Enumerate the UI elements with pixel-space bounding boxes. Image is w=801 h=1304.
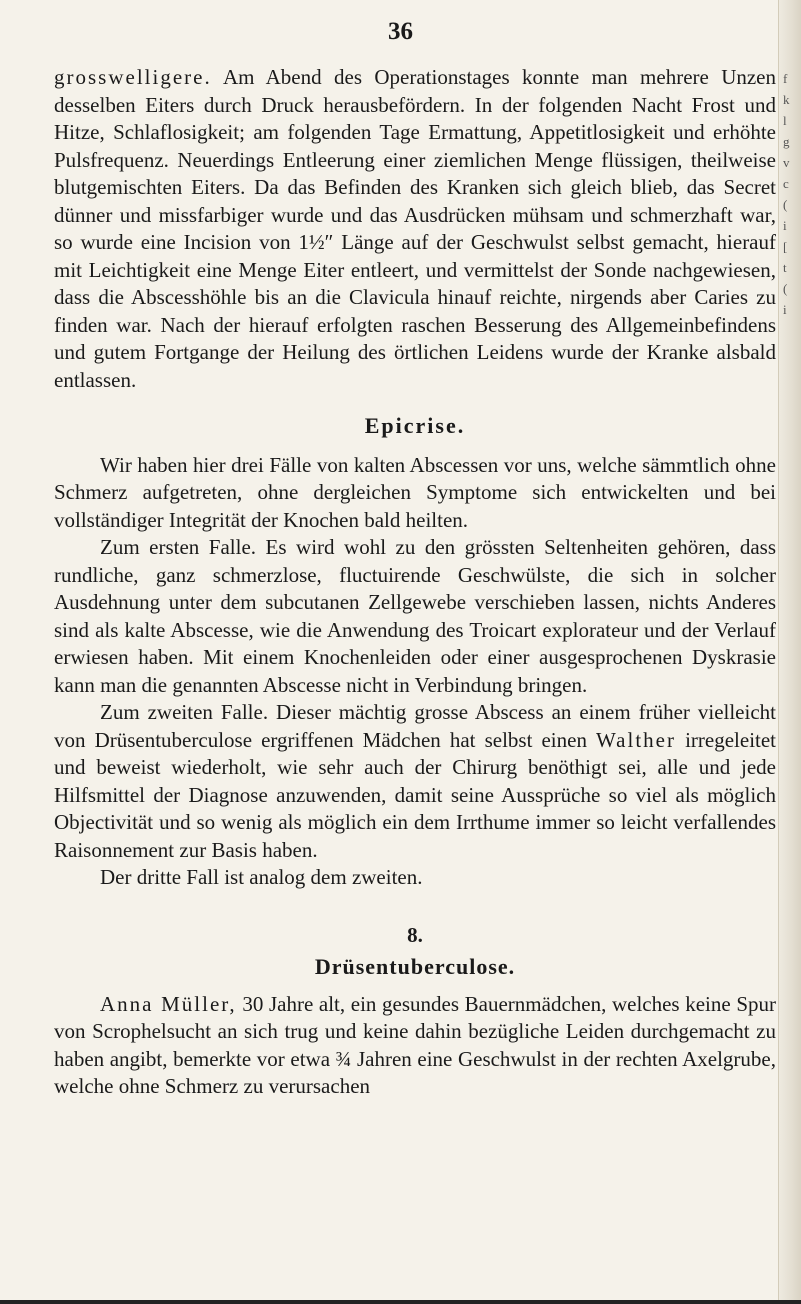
scan-bottom-edge: [0, 1300, 801, 1304]
paragraph-text: 30 Jahre alt, ein gesundes Bauernmädchen, welches keine Spur von Scrophelsucht an sich trug und keine dahin bezügliche Leiden durchgemacht zu haben angibt, bemerkte vor etwa ¾ Jahren eine Geschwulst in der rechten Axelgrube, welche ohne Schmerz zu verursachen: [54, 991, 777, 1098]
paragraph-continued: [54, 64, 776, 394]
edge-glyph: v: [783, 155, 790, 170]
section-title: Drüsentuberculose.: [314, 954, 516, 979]
paragraph-first-case: Zum ersten Falle. Es wird wohl zu den grössten Seltenheiten gehören, dass rundliche, ganz schmerzlose, fluctuirende Geschwülste, die sich in solcher Ausdehnung unter dem subcutanen Zellgewebe verschieben lassen, nichts Anderes sind als kalte Abscesse, wie die Anwendung des Troicart explorateur und der Verlauf erwiesen haben. Mit einem Knochenleiden oder einer ausgesprochenen Dyskrasie kann man die genannten Abscesse nicht in Verbindung bringen.: [54, 535, 776, 697]
edge-glyph: l: [783, 113, 787, 128]
paragraph-case-report: [54, 991, 776, 1101]
facing-page-glyphs: [783, 68, 797, 320]
paragraph-text: Zum zweiten Falle. Dieser mächtig grosse Abscess an einem früher vielleicht von Drüsentuberculose ergriffenen Mädchen hat selbst einen: [54, 700, 776, 752]
edge-glyph: i: [783, 218, 787, 233]
paragraph-third-case: Der dritte Fall ist analog dem zweiten.: [100, 865, 423, 889]
cited-author-name: Walther: [596, 727, 676, 752]
edge-glyph: k: [783, 92, 790, 107]
paragraph-text: Am Abend des Operationstages konnte man mehrere Unzen desselben Eiters durch Druck herausbefördern. In der folgenden Nacht Frost und Hitze, Schlaflosigkeit; am folgenden Tage Ermattung, Appetitlosigkeit und erhöhte Pulsfrequenz. Neuerdings Entleerung einer ziemlichen Menge flüssigen, theilweise blutgemischten Eiters. Da das Befinden des Kranken sich gleich blieb, das Secret dünner und missfarbiger wurde und das Ausdrücken mühsam und schmerzhaft war, so wurde eine Incision von 1½″ Länge auf der Geschwulst selbst gemacht, hierauf mit Leichtigkeit eine Menge Eiter entleert, und vermittelst der Sonde nachgewiesen, dass die Abscesshöhle bis an die Clavicula hinauf reichte, nirgends aber Caries zu finden war. Nach der hierauf erfolgten raschen Besserung des Allgemeinbefindens und gutem Fortgange der Heilung des örtlichen Leidens wurde der Kranke alsbald entlassen.: [54, 65, 777, 392]
patient-name: Anna Müller,: [100, 991, 237, 1016]
paragraph-epicrise-intro: Wir haben hier drei Fälle von kalten Abscessen vor uns, welche sämmtlich ohne Schmerz aufgetreten, ohne dergleichen Symptome sich entwickelten und bei vollständiger Integrität der Knochen bald heilten.: [54, 452, 776, 532]
continued-word: grosswelligere.: [54, 65, 212, 89]
edge-glyph: (: [783, 197, 788, 212]
edge-glyph: [: [783, 239, 788, 254]
edge-glyph: c: [783, 176, 789, 191]
page-number: 36: [388, 18, 413, 45]
edge-glyph: i: [783, 302, 787, 317]
paragraph-second-case: [54, 699, 776, 864]
edge-glyph: f: [783, 71, 788, 86]
section-number: 8.: [407, 922, 423, 947]
facing-page-edge: [778, 0, 801, 1304]
page-body: [54, 64, 776, 1101]
edge-glyph: (: [783, 281, 788, 296]
edge-glyph: t: [783, 260, 787, 275]
edge-glyph: g: [783, 134, 790, 149]
paragraph-text: irregeleitet und beweist wiederholt, wie sehr auch der Chirurg benöthigt sei, alle und jede Hilfsmittel der Diagnose anzuwenden, damit seine Aussprüche so viel als möglich Objectivität und so wenig als möglich ein dem Irrthume immer so leicht verfallendes Raisonnement zur Basis haben.: [54, 727, 777, 862]
epicrise-heading: Epicrise.: [364, 413, 466, 438]
